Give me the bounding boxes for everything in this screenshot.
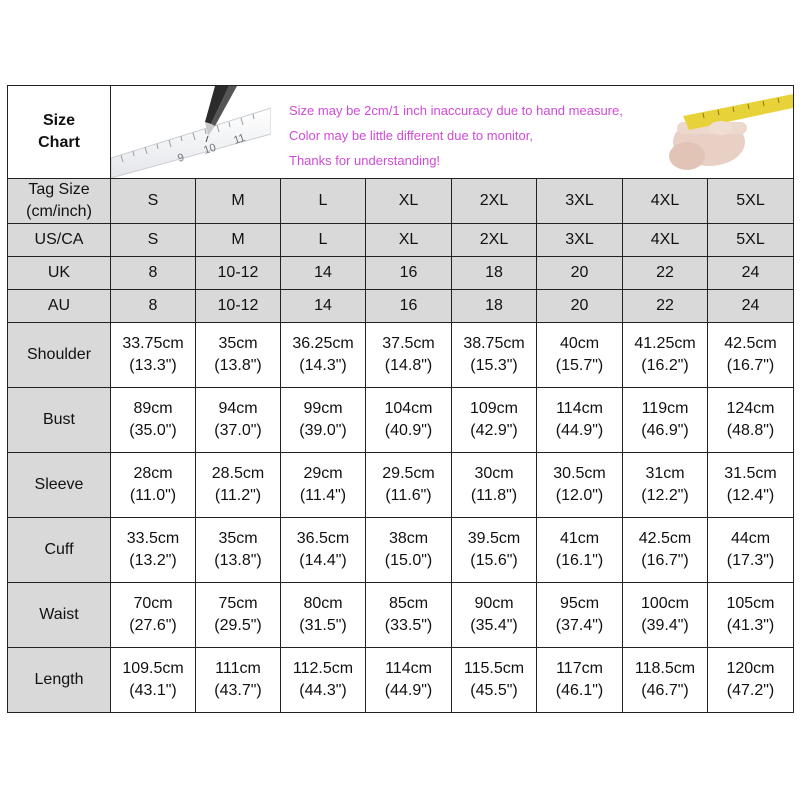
cell-value: 33.5cm bbox=[126, 530, 180, 547]
cell-value: (43.7") bbox=[214, 682, 262, 699]
table-cell bbox=[281, 583, 366, 648]
cell-value: (47.2") bbox=[726, 682, 775, 699]
cell-value: 114cm bbox=[385, 660, 432, 677]
table-row bbox=[8, 323, 794, 388]
cell-value: 40cm bbox=[559, 335, 600, 352]
size-chart-table bbox=[7, 85, 794, 713]
cell-value: (12.2") bbox=[641, 487, 689, 504]
row-label: Shoulder bbox=[8, 323, 111, 388]
table-cell bbox=[281, 648, 366, 713]
table-cell bbox=[452, 257, 537, 290]
cell-value: L bbox=[318, 231, 328, 248]
cell-value: 42.5cm bbox=[724, 335, 777, 352]
tag-size-label: Tag Size (cm/inch) bbox=[8, 179, 111, 224]
size-header-cell: M bbox=[196, 179, 281, 224]
table-cell bbox=[281, 257, 366, 290]
row-label: Waist bbox=[8, 583, 111, 648]
row-label: Sleeve bbox=[8, 453, 111, 518]
cell-value: 112.5cm bbox=[292, 660, 354, 677]
table-cell bbox=[452, 323, 537, 388]
cell-value: 10-12 bbox=[217, 297, 259, 314]
table-cell bbox=[196, 583, 281, 648]
table-cell bbox=[708, 518, 794, 583]
cell-value: S bbox=[147, 231, 159, 248]
table-cell bbox=[452, 388, 537, 453]
table-cell bbox=[111, 453, 196, 518]
ruler-pen-illustration bbox=[111, 86, 271, 178]
table-cell bbox=[366, 453, 452, 518]
cell-value: (42.9") bbox=[470, 422, 518, 439]
table-cell bbox=[623, 388, 708, 453]
table-cell bbox=[111, 648, 196, 713]
cell-value: (44.9") bbox=[555, 422, 604, 439]
table-cell bbox=[623, 224, 708, 257]
size-header-cell: 3XL bbox=[537, 179, 623, 224]
cell-value: 117cm bbox=[556, 660, 603, 677]
cell-value: (45.5") bbox=[470, 682, 518, 699]
table-cell bbox=[623, 290, 708, 323]
cell-value: (37.0") bbox=[214, 422, 262, 439]
cell-value: (31.5") bbox=[299, 617, 347, 634]
cell-value: (46.9") bbox=[641, 422, 689, 439]
table-row bbox=[8, 257, 794, 290]
table-cell bbox=[708, 453, 794, 518]
table-cell bbox=[196, 257, 281, 290]
ruler-number: 10 bbox=[202, 141, 218, 157]
cell-value: 124cm bbox=[726, 400, 775, 417]
cell-value: (11.2") bbox=[214, 487, 262, 504]
cell-value: 115.5cm bbox=[463, 660, 525, 677]
table-cell bbox=[623, 453, 708, 518]
cell-value: (13.3") bbox=[129, 357, 177, 374]
cell-value: 8 bbox=[148, 264, 158, 281]
table-cell bbox=[452, 583, 537, 648]
cell-value: 2XL bbox=[479, 231, 509, 248]
table-cell bbox=[111, 257, 196, 290]
cell-value: 85cm bbox=[388, 595, 429, 612]
note-thanks: Thanks for understanding! bbox=[289, 153, 441, 168]
cell-value: (27.6") bbox=[129, 617, 177, 634]
table-cell bbox=[537, 453, 623, 518]
table-cell bbox=[111, 518, 196, 583]
cell-value: (15.7") bbox=[555, 357, 604, 374]
row-label: AU bbox=[8, 290, 111, 323]
table-row bbox=[8, 518, 794, 583]
table-cell bbox=[366, 323, 452, 388]
cell-value: (13.2") bbox=[129, 552, 177, 569]
cell-value: 41.25cm bbox=[634, 335, 696, 352]
table-row bbox=[8, 224, 794, 257]
size-header-cell: L bbox=[281, 179, 366, 224]
cell-value: (37.4") bbox=[555, 617, 604, 634]
table-cell bbox=[196, 323, 281, 388]
table-cell bbox=[452, 648, 537, 713]
cell-value: 44cm bbox=[730, 530, 771, 547]
cell-value: 5XL bbox=[736, 231, 765, 248]
cell-value: (44.9") bbox=[384, 682, 433, 699]
table-cell bbox=[708, 583, 794, 648]
ruler-number: 11 bbox=[232, 131, 247, 147]
cell-value: 109.5cm bbox=[122, 660, 184, 677]
table-cell bbox=[196, 290, 281, 323]
cell-value: 99cm bbox=[303, 400, 343, 417]
table-cell bbox=[111, 388, 196, 453]
table-cell bbox=[196, 453, 281, 518]
table-row bbox=[8, 388, 794, 453]
cell-value: (11.0") bbox=[129, 487, 177, 504]
table-row bbox=[8, 290, 794, 323]
table-cell bbox=[281, 224, 366, 257]
row-label: Bust bbox=[8, 388, 111, 453]
cell-value: (14.8") bbox=[384, 357, 433, 374]
table-cell bbox=[708, 290, 794, 323]
cell-value: 42.5cm bbox=[638, 530, 692, 547]
table-cell bbox=[708, 323, 794, 388]
table-cell bbox=[537, 518, 623, 583]
cell-value: 24 bbox=[741, 297, 760, 314]
table-cell bbox=[708, 257, 794, 290]
cell-value: 118.5cm bbox=[634, 660, 696, 677]
table-cell bbox=[196, 224, 281, 257]
size-header-cell: S bbox=[111, 179, 196, 224]
cell-value: (13.8") bbox=[214, 552, 262, 569]
cell-value: 89cm bbox=[133, 400, 173, 417]
cell-value: (35.4") bbox=[470, 617, 518, 634]
cell-value: 35cm bbox=[218, 530, 258, 547]
cell-value: 80cm bbox=[303, 595, 343, 612]
size-header-cell: 5XL bbox=[708, 179, 794, 224]
table-cell bbox=[452, 518, 537, 583]
cell-value: (16.7") bbox=[641, 552, 689, 569]
cell-value: 41cm bbox=[559, 530, 600, 547]
cell-value: 18 bbox=[485, 264, 503, 281]
table-cell bbox=[281, 388, 366, 453]
cell-value: 39.5cm bbox=[467, 530, 521, 547]
cell-value: (41.3") bbox=[726, 617, 775, 634]
cell-value: 105cm bbox=[726, 595, 775, 612]
table-cell bbox=[537, 323, 623, 388]
cell-value: 18 bbox=[485, 297, 503, 314]
cell-value: 16 bbox=[399, 297, 418, 314]
table-cell bbox=[537, 388, 623, 453]
measurement-notes bbox=[289, 98, 623, 173]
cell-value: 36.25cm bbox=[292, 335, 354, 352]
tag-size-row bbox=[8, 179, 794, 224]
cell-value: 31.5cm bbox=[724, 465, 777, 482]
cell-value: 114cm bbox=[556, 400, 603, 417]
cell-value: (14.3") bbox=[299, 357, 347, 374]
table-cell bbox=[537, 583, 623, 648]
table-cell bbox=[366, 388, 452, 453]
cell-value: 10-12 bbox=[217, 264, 259, 281]
cell-value: 16 bbox=[399, 264, 418, 281]
cell-value: 119cm bbox=[641, 400, 689, 417]
table-cell bbox=[111, 583, 196, 648]
table-cell bbox=[366, 648, 452, 713]
cell-value: 20 bbox=[570, 297, 589, 314]
table-row bbox=[8, 453, 794, 518]
cell-value: (12.0") bbox=[555, 487, 604, 504]
table-cell bbox=[366, 257, 452, 290]
ruler-number: 9 bbox=[176, 151, 186, 165]
table-cell bbox=[196, 388, 281, 453]
cell-value: (15.3") bbox=[470, 357, 518, 374]
table-cell bbox=[708, 648, 794, 713]
table-cell bbox=[111, 323, 196, 388]
table-cell bbox=[623, 323, 708, 388]
cell-value: 8 bbox=[148, 297, 158, 314]
cell-value: 22 bbox=[656, 264, 674, 281]
table-cell bbox=[537, 290, 623, 323]
table-cell bbox=[623, 518, 708, 583]
size-header-cell: 2XL bbox=[452, 179, 537, 224]
hand-measuring-tape-illustration bbox=[643, 86, 793, 178]
cell-value: 28.5cm bbox=[211, 465, 265, 482]
table-cell bbox=[623, 648, 708, 713]
table-cell bbox=[537, 224, 623, 257]
table-row bbox=[8, 583, 794, 648]
cell-value: (15.0") bbox=[384, 552, 433, 569]
cell-value: 90cm bbox=[474, 595, 514, 612]
header-row bbox=[8, 86, 794, 179]
cell-value: (16.2") bbox=[641, 357, 689, 374]
table-cell bbox=[366, 583, 452, 648]
cell-value: 37.5cm bbox=[382, 335, 435, 352]
table-cell bbox=[708, 224, 794, 257]
cell-value: (13.8") bbox=[214, 357, 262, 374]
table-cell bbox=[196, 518, 281, 583]
table-cell bbox=[366, 518, 452, 583]
cell-value: (44.3") bbox=[299, 682, 347, 699]
table-cell bbox=[281, 453, 366, 518]
cell-value: 100cm bbox=[640, 595, 690, 612]
size-header-cell: 4XL bbox=[623, 179, 708, 224]
cell-value: (11.6") bbox=[385, 487, 432, 504]
cell-value: 31cm bbox=[645, 465, 685, 482]
cell-value: 104cm bbox=[384, 400, 433, 417]
cell-value: 30cm bbox=[474, 465, 514, 482]
cell-value: (40.9") bbox=[384, 422, 433, 439]
cell-value: (15.6") bbox=[470, 552, 518, 569]
cell-value: (29.5") bbox=[214, 617, 262, 634]
cell-value: 75cm bbox=[218, 595, 258, 612]
cell-value: XL bbox=[398, 231, 419, 248]
cell-value: 20 bbox=[570, 264, 589, 281]
cell-value: (14.4") bbox=[299, 552, 347, 569]
table-cell bbox=[281, 323, 366, 388]
cell-value: 28cm bbox=[133, 465, 173, 482]
table-cell bbox=[281, 290, 366, 323]
note-color-difference: Color may be little different due to monitor, bbox=[289, 128, 533, 143]
cell-value: 120cm bbox=[726, 660, 775, 677]
table-cell bbox=[111, 290, 196, 323]
cell-value: (43.1") bbox=[129, 682, 177, 699]
note-hand-measure: Size may be 2cm/1 inch inaccuracy due to hand measure, bbox=[289, 103, 623, 118]
row-label: Cuff bbox=[8, 518, 111, 583]
cell-value: 33.75cm bbox=[122, 335, 184, 352]
cell-value: 22 bbox=[656, 297, 674, 314]
table-cell bbox=[111, 224, 196, 257]
cell-value: (46.7") bbox=[641, 682, 689, 699]
table-cell bbox=[708, 388, 794, 453]
cell-value: 29.5cm bbox=[382, 465, 435, 482]
row-label: Length bbox=[8, 648, 111, 713]
size-header-cell: XL bbox=[366, 179, 452, 224]
cell-value: 109cm bbox=[469, 400, 519, 417]
cell-value: 95cm bbox=[559, 595, 600, 612]
cell-value: (33.5") bbox=[384, 617, 433, 634]
table-cell bbox=[623, 583, 708, 648]
cell-value: M bbox=[231, 231, 245, 248]
table-row bbox=[8, 648, 794, 713]
size-chart-title: Size Chart bbox=[8, 86, 111, 179]
table-cell bbox=[452, 290, 537, 323]
cell-value: 14 bbox=[314, 297, 332, 314]
cell-value: (39.4") bbox=[641, 617, 689, 634]
table-cell bbox=[537, 648, 623, 713]
table-cell bbox=[452, 453, 537, 518]
table-cell bbox=[452, 224, 537, 257]
row-label: UK bbox=[8, 257, 111, 290]
cell-value: 38.75cm bbox=[463, 335, 525, 352]
row-label: US/CA bbox=[8, 224, 111, 257]
cell-value: (46.1") bbox=[555, 682, 604, 699]
cell-value: (16.1") bbox=[555, 552, 604, 569]
cell-value: (35.0") bbox=[129, 422, 177, 439]
cell-value: 70cm bbox=[133, 595, 173, 612]
table-cell bbox=[196, 648, 281, 713]
cell-value: (12.4") bbox=[726, 487, 775, 504]
table-cell bbox=[281, 518, 366, 583]
cell-value: 35cm bbox=[218, 335, 258, 352]
cell-value: 14 bbox=[314, 264, 332, 281]
cell-value: (11.8") bbox=[470, 487, 518, 504]
cell-value: 29cm bbox=[303, 465, 343, 482]
cell-value: (11.4") bbox=[299, 487, 347, 504]
cell-value: 30.5cm bbox=[553, 465, 606, 482]
cell-value: (48.8") bbox=[726, 422, 775, 439]
table-cell bbox=[537, 257, 623, 290]
measurement-banner bbox=[111, 86, 794, 179]
cell-value: 3XL bbox=[565, 231, 594, 248]
cell-value: (16.7") bbox=[726, 357, 775, 374]
cell-value: 38cm bbox=[388, 530, 429, 547]
cell-value: 4XL bbox=[650, 231, 680, 248]
cell-value: 111cm bbox=[215, 660, 261, 677]
cell-value: 36.5cm bbox=[296, 530, 350, 547]
table-cell bbox=[366, 224, 452, 257]
cell-value: 24 bbox=[741, 264, 760, 281]
table-cell bbox=[366, 290, 452, 323]
cell-value: (17.3") bbox=[726, 552, 775, 569]
cell-value: (39.0") bbox=[299, 422, 347, 439]
table-cell bbox=[623, 257, 708, 290]
cell-value: 94cm bbox=[218, 400, 258, 417]
